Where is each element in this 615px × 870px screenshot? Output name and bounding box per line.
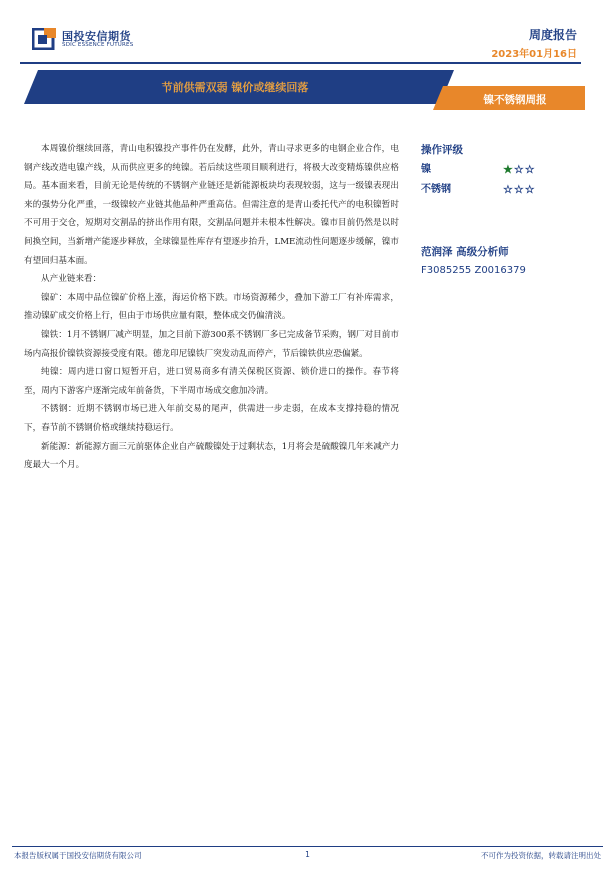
report-tag: 镍不锈钢周报 <box>483 94 547 106</box>
page-number: 1 <box>305 850 310 859</box>
footer-disclaimer: 不可作为投资依据，转载请注明出处 <box>481 851 601 860</box>
industry-chain-intro: 从产业链来看： <box>41 274 102 285</box>
logo-mark-icon <box>32 28 56 50</box>
rating-label-nickel: 镍 <box>421 164 431 175</box>
empty-star-icon: ☆☆ <box>513 163 536 176</box>
empty-star-icon: ☆☆☆ <box>503 183 536 196</box>
sidebar <box>421 140 581 280</box>
report-date: 2023年01月16日 <box>491 49 577 60</box>
report-title: 节前供需双弱 镍价或继续回落 <box>161 81 309 94</box>
new-energy-paragraph: 新能源：新能源方面三元前驱体企业自产硫酸镍处于过剩状态，1月将会是硫酸镍几年来减产力度最大一个月。 <box>24 441 399 471</box>
pure-nickel-paragraph: 纯镍：周内进口窗口短暂开启，进口贸易商多有清关保税区资源、锁价进口的操作。春节将至，周内下游客户逐渐完成年前备货，下半周市场成交愈加冷清。 <box>24 367 399 396</box>
filled-star-icon: ★ <box>503 163 514 176</box>
footer-divider <box>12 846 603 847</box>
rating-label-stainless: 不锈钢 <box>421 184 451 195</box>
logo-chinese-name: 国投安信期货 <box>62 30 131 43</box>
summary-paragraph: 本周镍价继续回落，青山电积镍投产事件仍在发酵，此外，青山寻求更多的电钢企业合作，电钢产线改造电镍产线，从而供应更多的纯镍。若后续这些项目顺利进行，将极大改变精炼镍供应格局。基本面来看，目前无论是传统的不锈钢产业链还是新能源板块均表现较弱，这与一级镍表现出来的强势分化严重，一级镍较产业链其他品种严重高估。但需注意的是青山委托代产的电积镍暂时不可用于交仓，短期对交割品的挤出作用有限，交割品问题并未根本性解决。镍市目前仍然是以时间换空间，当新增产能逐步释放，全球镍显性库存有望逐步抬升，LME流动性问题逐步缓解，镍市有望回归基本面。 <box>24 144 399 266</box>
company-logo <box>32 26 152 54</box>
nickel-ore-paragraph: 镍矿：本周中品位镍矿价格上涨，海运价格下跌。市场资源稀少，叠加下游工厂有补库需求，推动镍矿成交价格上行，但由于市场供应量有限，整体成交仍偏清淡。 <box>24 292 399 322</box>
star-rating-icon <box>503 160 536 180</box>
rating-title: 操作评级 <box>421 144 463 156</box>
analyst-certificate: F3085255 Z0016379 <box>421 265 526 276</box>
report-body <box>24 140 399 475</box>
rating-row-nickel <box>421 160 581 180</box>
stainless-steel-paragraph: 不锈钢：近期不锈钢市场已进入年前交易的尾声，供需进一步走弱，在成本支撑持稳的情况下，春节前不锈钢价格或继续持稳运行。 <box>24 404 399 433</box>
header-divider <box>20 62 581 64</box>
report-type: 周度报告 <box>528 28 577 42</box>
star-rating-icon <box>503 180 536 200</box>
logo-english-name: SDIC ESSENCE FUTURES <box>62 42 134 48</box>
analyst-name: 范润泽 高级分析师 <box>421 246 509 258</box>
nickel-iron-paragraph: 镍铁：1月不锈钢厂减产明显，加之目前下游300系不锈钢厂多已完成备节采购，钢厂对目前市场内高报价镍铁资源接受度有限。德龙印尼镍铁厂突发动乱而停产，节后镍铁供应恐偏紧。 <box>24 329 399 359</box>
footer-copyright: 本报告版权属于国投安信期货有限公司 <box>14 851 142 860</box>
rating-row-stainless <box>421 180 581 200</box>
